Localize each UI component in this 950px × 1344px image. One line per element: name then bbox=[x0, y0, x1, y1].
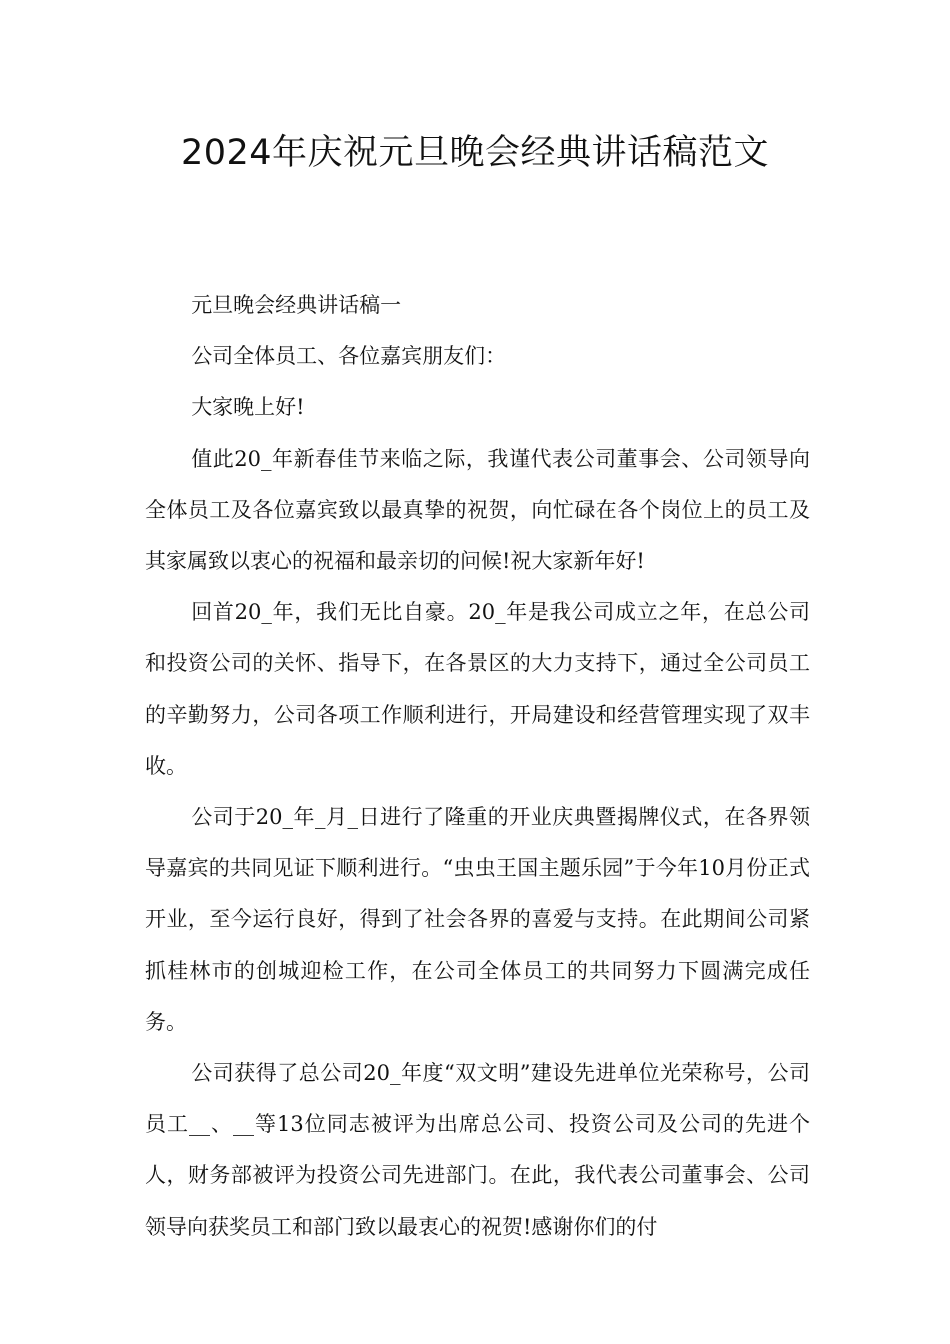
document-title: 2024年庆祝元旦晚会经典讲话稿范文 bbox=[180, 133, 770, 173]
paragraph-awards: 公司获得了总公司20_年度“双文明”建设先进单位光荣称号，公司员工__、__等13位同志被评为出席总公司、投资公司及公司的先进个人，财务部被评为投资公司先进部门。在此，我代表公司董事会、公司领导向获奖员工和部门致以最衷心的祝贺!感谢你们的付 bbox=[145, 1061, 810, 1239]
paragraph-opening-ceremony: 公司于20_年_月_日进行了隆重的开业庆典暨揭牌仪式，在各界领导嘉宾的共同见证下顺利进行。“虫虫王国主题乐园”于今年10月份正式开业，至今运行良好，得到了社会各界的喜爱与支持。在此期间公司紧抓桂林市的创城迎检工作，在公司全体员工的共同努力下圆满完成任务。 bbox=[145, 805, 810, 1034]
paragraph-salutation: 公司全体员工、各位嘉宾朋友们： bbox=[191, 344, 507, 369]
paragraph-review: 回首20_年，我们无比自豪。20_年是我公司成立之年，在总公司和投资公司的关怀、指导下，在各景区的大力支持下，通过全公司员工的辛勤努力，公司各项工作顺利进行，开局建设和经营管理实现了双丰收。 bbox=[145, 600, 810, 778]
paragraph-heading: 元旦晚会经典讲话稿一 bbox=[191, 293, 402, 317]
document-body bbox=[145, 280, 810, 1253]
paragraph-new-year-wishes: 值此20_年新春佳节来临之际，我谨代表公司董事会、公司领导向全体员工及各位嘉宾致以最真挚的祝贺，向忙碌在各个岗位上的员工及其家属致以衷心的祝福和最亲切的问候!祝大家新年好! bbox=[145, 446, 810, 574]
paragraph-greeting: 大家晚上好! bbox=[191, 395, 305, 420]
